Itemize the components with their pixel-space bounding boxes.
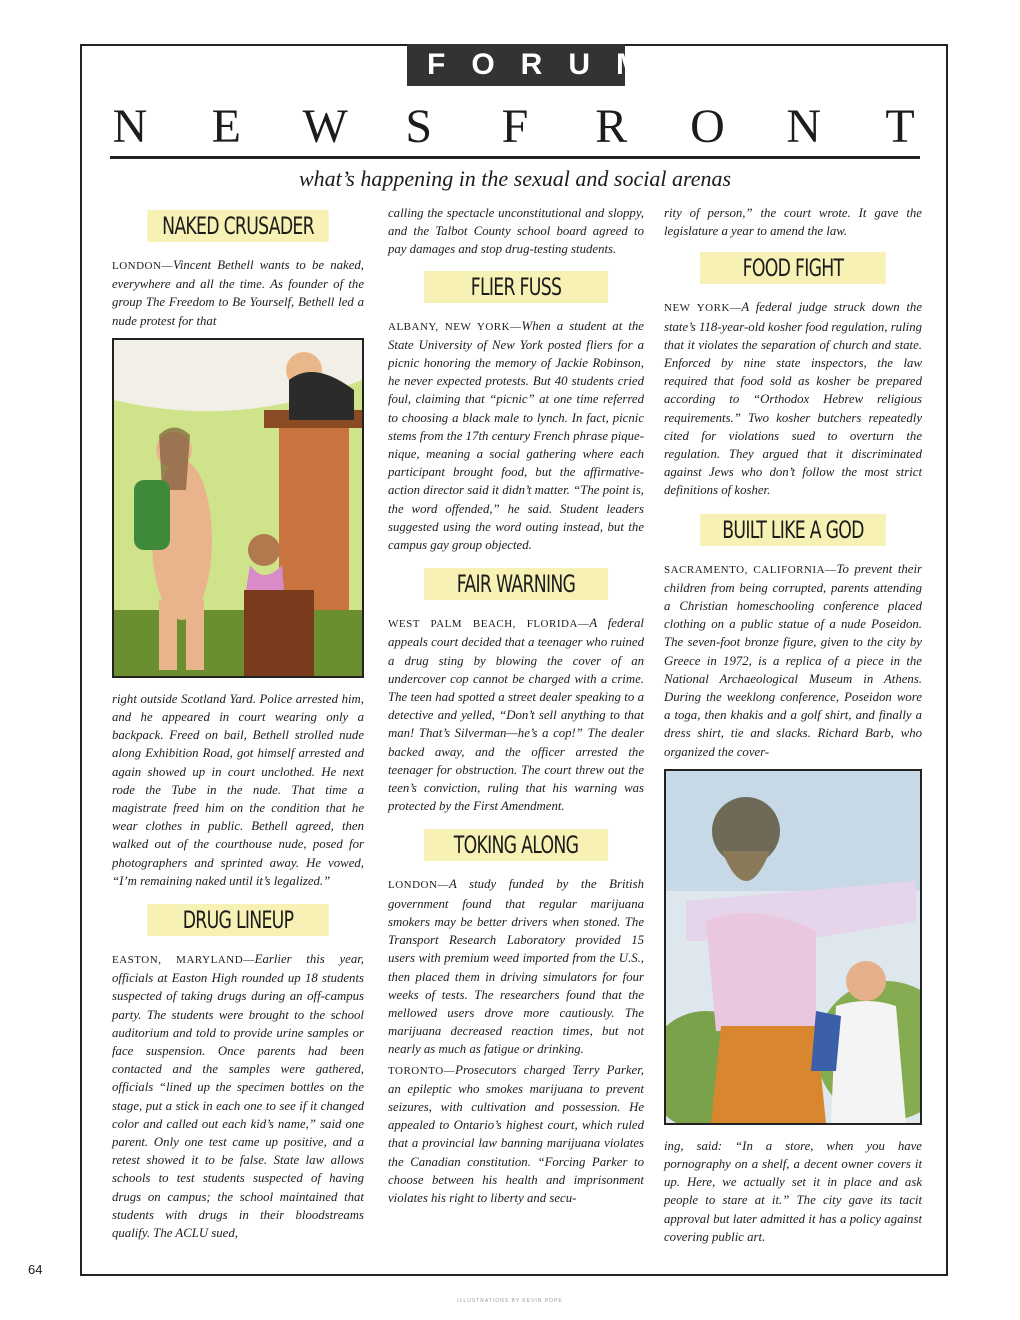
article-toking-along-continued: rity of person,” the court wrote. It gave the legislature a year to amend the law. (664, 206, 922, 239)
column-1 (112, 204, 364, 1244)
masthead-letter: W (302, 99, 348, 153)
article-text: When a student at the State University of New York posted fliers for a picnic honoring the memory of Jackie Robinson, he never expected protests. But 40 students cried foul, claiming that “picnic” at one time referred to choosing a black male to lynch. In fact, picnic stems from the 17th century French phrase pique-nique, meaning a social gathering where each participant brought food, but the affirmative-action director said it didn’t matter. “The point is, the word offended,” he said. Student leaders suggested using the word outing instead, but the campus gay group objected. (388, 318, 644, 553)
forum-banner: FORUM (407, 44, 625, 86)
page-number: 64 (28, 1262, 43, 1277)
dateline: LONDON— (112, 260, 173, 272)
headline-flier-fuss: FLIER FUSS (424, 271, 608, 303)
courtroom-illustration (114, 340, 362, 676)
headline-drug-lineup: DRUG LINEUP (147, 904, 328, 936)
article-food-fight (664, 298, 922, 499)
article-text: A federal judge struck down the state’s 118-year-old kosher food regulation, ruling that it violates the separation of church and state. Enforced by nine state inspectors, the law required that food sold as kosher be prepared according to “Orthodox Hebrew religious requirements.” Two kosher butchers repeatedly cited for violations sued to overturn the regulation. They argued that it discriminated against Jews who don’t follow the most strict definitions of kosher. (664, 300, 922, 498)
article-text: Vincent Bethell wants to be naked, everywhere and all the time. As founder of the group The Freedom to Be Yourself, Bethell led a nude protest for that (112, 258, 364, 328)
article-built-like-a-god-body: ing, said: “In a store, when you have pornography on a shelf, a decent owner covers it up. Here, we actually set it in place and ask people to stare at it.” The city gave its tacit approval but later admitted it has a policy against covering public art. (664, 1138, 922, 1244)
masthead-letter: F (501, 99, 529, 153)
article-naked-crusader-body: right outside Scotland Yard. Police arrested him, and he appeared in court wearing only a backpack. Freed on bail, Bethell strolled nude along Exhibition Road, got himself arrested and again showed up in court unclothed. He next rode the Tube in the nude. That time a magistrate freed him on the condition that he wear clothes in public. Bethell agreed, then walked out of the courthouse nude, posed for photographers and sprinted away. He vowed, “I’m remaining naked until it’s legalized.” (112, 691, 364, 888)
masthead-letter: R (595, 99, 628, 153)
article-naked-crusader-lead (112, 256, 364, 330)
headline-built-like-a-god: BUILT LIKE A GOD (700, 514, 886, 546)
dateline: SACRAMENTO, CALIFORNIA— (664, 563, 837, 576)
article-fair-warning (388, 614, 644, 815)
dateline: TORONTO— (388, 1064, 456, 1077)
illustration-clothed-statue (664, 769, 922, 1125)
article-built-like-a-god-lead (664, 560, 922, 761)
article-text: To prevent their children from being corrupted, parents attending a Christian homeschooling conference placed clothing on a public statue of a nude Poseidon. The seven-foot bronze figure, given to the city by Greece in 1972, is a replica of a piece in the National Archaeological Museum in Athens. During the weeklong conference, Poseidon wore a toga, then khakis and a golf shirt, and finally a dress shirt, tie and slacks. Richard Barb, who organized the cover- (664, 561, 922, 759)
article-flier-fuss (388, 317, 644, 555)
article-text: Earlier this year, officials at Easton High rounded up 18 students suspected of taking drugs during an off-campus party. The students were brought to the school auditorium and told to provide urine samples or face suspension. Once parents had been contacted and the samples were gathered, officials “lined up the specimen bottles on the stage, put a stick in each one to see if it changed color and called out each kid’s name,” said one parent. Only one test came up positive, and a retest showed it to be false. State law allows schools to test students suspected of having drugs on campus; the school maintained that students with drugs in their bloodstreams qualify. The ACLU sued, (112, 952, 365, 1241)
headline-fair-warning: FAIR WARNING (424, 568, 608, 600)
masthead-letter: T (885, 99, 915, 153)
dateline: NEW YORK— (664, 302, 742, 315)
masthead-letter: N (786, 99, 822, 153)
tagline: what’s happening in the sexual and social arenas (298, 166, 732, 191)
dateline: ALBANY, NEW YORK— (388, 320, 522, 333)
article-drug-lineup-lead (112, 950, 364, 1242)
page-frame-bottom (80, 1274, 948, 1276)
article-text: A federal appeals court decided that a teenager who ruined a drug sting by blowing the cover of an undercover cop cannot be charged with a crime. The teen had spotted a street dealer speaking to a detective and yelled, “Don’t sell anything to that man! That’s Silverman—he’s a cop!” The dealer backed away, and the officer arrested the teenager for obstruction. The court threw out the teen’s conviction, ruling that his warning was protected by the First Amendment. (388, 616, 644, 814)
article-text: A study funded by the British government found that regular marijuana smokers may be better drivers when stoned. The Transport Research Laboratory provided 15 users with premium weed imported from the U.S., then placed them in driving simulators for four weeks of tests. The researchers found that the mellowed users drove more cautiously. The marijuana decreased reaction times, but not nearly as much as fatigue or drinking. (388, 877, 644, 1057)
article-toking-along-toronto (388, 1061, 644, 1208)
article-text: Prosecutors charged Terry Parker, an epileptic who smokes marijuana to prevent seizures, with cultivation and possession. He appealed to Ontario’s highest court, which ruled that a provincial law banning marijuana violates the Canadian constitution. “Forcing Parker to choose between his health and imprisonment violates his right to liberty and secu- (388, 1062, 644, 1205)
article-drug-lineup-continued: calling the spectacle unconstitutional and sloppy, and the Talbot County school board agreed to pay damages and stop drug-testing students. (388, 206, 644, 257)
masthead-letter: E (211, 99, 241, 153)
statue-illustration (666, 771, 920, 1123)
masthead-letter: O (690, 99, 725, 153)
masthead-letter: N (112, 99, 148, 153)
newsfront-masthead (110, 96, 920, 156)
column-3 (664, 204, 922, 1248)
dateline: LONDON— (388, 879, 449, 892)
dateline: EASTON, MARYLAND— (112, 954, 255, 967)
headline-food-fight: FOOD FIGHT (700, 252, 886, 284)
masthead-rule (110, 156, 920, 159)
headline-toking-along: TOKING ALONG (424, 829, 608, 861)
illustration-nude-protester-in-court (112, 338, 364, 678)
article-toking-along-london (388, 875, 644, 1058)
illustration-credit: ILLUSTRATIONS BY KEVIN POPE (457, 1298, 563, 1304)
column-2 (388, 204, 644, 1209)
masthead-letter: S (405, 99, 433, 153)
headline-naked-crusader: NAKED CRUSADER (147, 210, 328, 242)
dateline: WEST PALM BEACH, FLORIDA— (388, 618, 590, 631)
